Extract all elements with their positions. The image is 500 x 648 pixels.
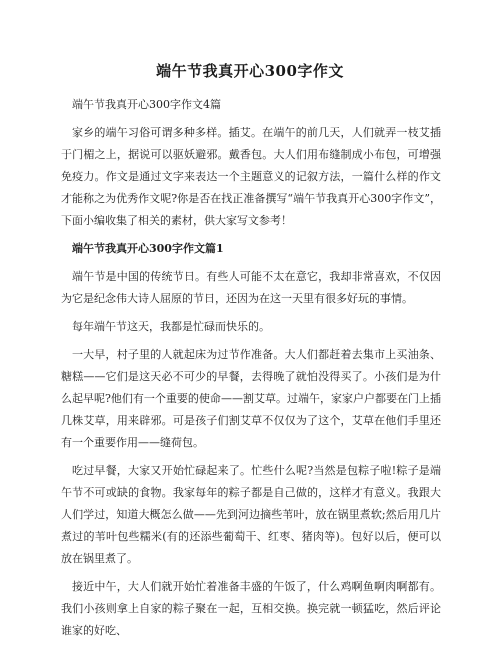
body-paragraph: 端午节是中国的传统节日。有些人可能不太在意它，我却非常喜欢，不仅因为它是纪念伟大诗人屈原的节日，还因为在这一天里有很多好玩的事情。 [61,270,441,305]
document-subtitle: 端午节我真开心300字作文4篇 [72,98,221,111]
intro-paragraph: 家乡的端午习俗可谓多种多样。插艾。在端午的前几天，人们就弄一枝艾插于门楣之上，据说可以驱妖避邪。戴香包。大人们用布缝制成小布包，可增强免疫力。作文是通过文字来表达一个主题意义的记叙方法，一篇什么样的作文才能称之为优秀作文呢?你是否在找正准备撰写“端午节我真开心300字作文”，下面小编收集了相关的素材，供大家写文参考！ [61,126,441,227]
body-paragraph: 一大早，村子里的人就起床为过节作准备。大人们都赶着去集市上买油条、糖糕——它们是这天必不可少的早餐，去得晚了就怕没得买了。小孩们是为什么起早呢?他们有一个重要的使命——割艾草。过端午，家家户户都要在门上插几株艾草，用来辟邪。可是孩子们割艾草不仅仅为了这个，艾草在他们手里还有一个重要作用——缝荷包。 [61,348,441,449]
body-paragraph: 每年端午节这天，我都是忙碌而快乐的。 [72,320,270,333]
section-heading: 端午节我真开心300字作文篇1 [72,242,224,255]
document-title: 端午节我真开心300字作文 [156,62,344,80]
body-paragraph: 接近中午，大人们就开始忙着准备丰盛的午饭了，什么鸡啊鱼啊肉啊都有。我们小孩则拿上自家的粽子聚在一起，互相交换。换完就一顿猛吃，然后评论谁家的好吃、 [61,580,441,637]
document-body [61,94,441,648]
body-paragraph: 吃过早餐，大家又开始忙碌起来了。忙些什么呢?当然是包粽子啦!粽子是端午节不可或缺的食物。我家每年的粽子都是自己做的，这样才有意义。我跟大人们学过，知道大概怎么做——先到河边摘些苇叶，放在锅里煮软;然后用几片煮过的苇叶包些糯米(有的还添些葡萄干、红枣、猪肉等)。包好以后，便可以放在锅里煮了。 [61,464,441,565]
